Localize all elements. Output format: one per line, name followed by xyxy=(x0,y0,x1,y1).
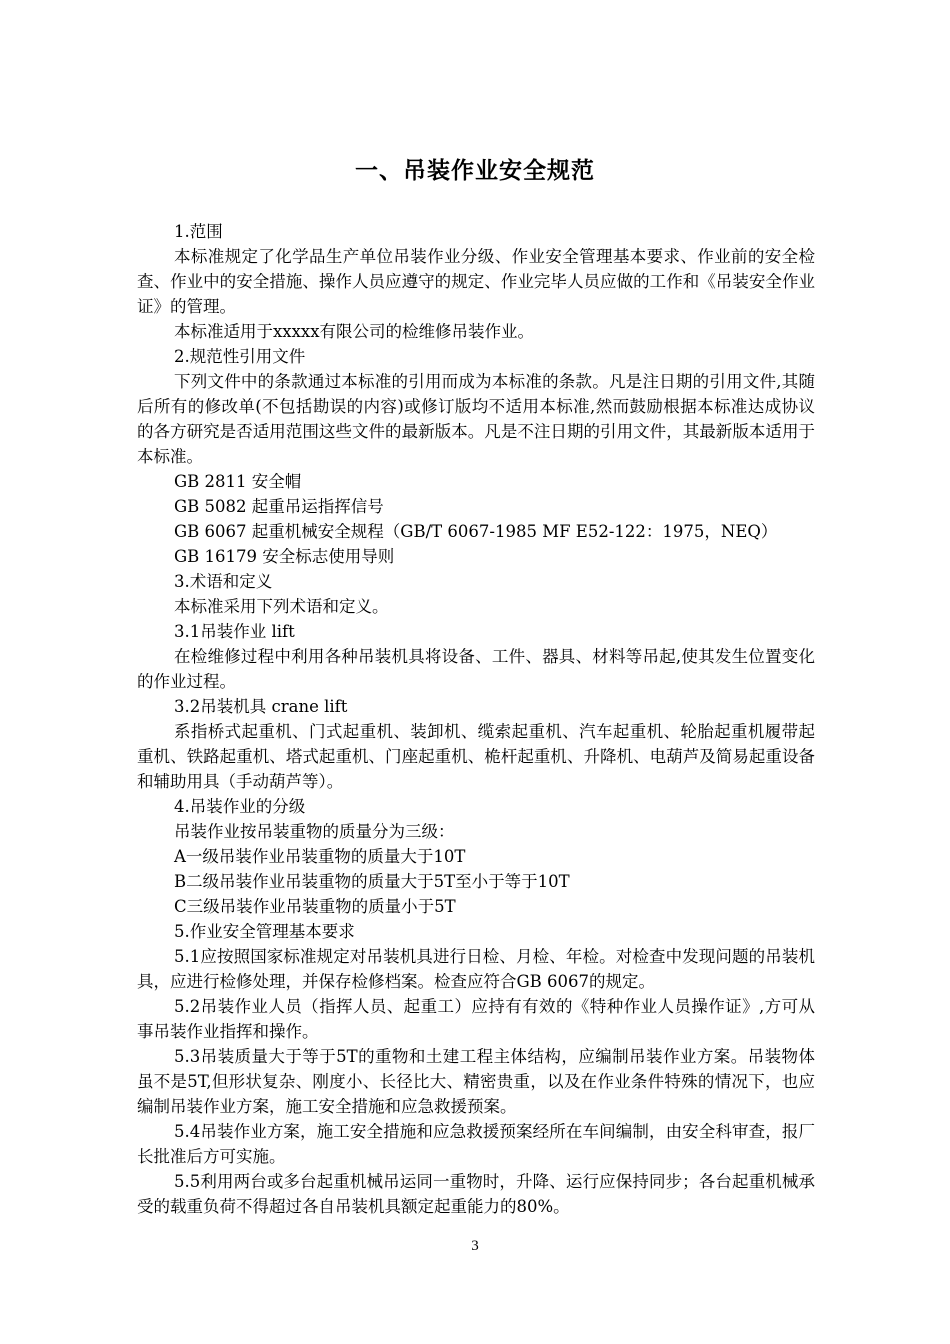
document-body xyxy=(137,219,815,1219)
page-number: 3 xyxy=(471,1238,479,1254)
paragraph: 5.1应按照国家标准规定对吊装机具进行日检、月检、年检。对检查中发现问题的吊装机具，应进行检修处理，并保存检修档案。检查应符合GB 6067的规定。 xyxy=(137,947,815,991)
paragraph: 5.2吊装作业人员（指挥人员、起重工）应持有有效的《特种作业人员操作证》,方可从事吊装作业指挥和操作。 xyxy=(137,997,815,1041)
paragraph: GB 6067 起重机械安全规程（GB/T 6067-1985 MF E52-122：1975，NEQ） xyxy=(174,522,778,541)
paragraph: C三级吊装作业吊装重物的质量小于5T xyxy=(174,897,456,916)
paragraph: GB 2811 安全帽 xyxy=(174,472,302,491)
paragraph: 5.作业安全管理基本要求 xyxy=(174,922,355,941)
paragraph: 本标准采用下列术语和定义。 xyxy=(174,597,389,616)
paragraph: B二级吊装作业吊装重物的质量大于5T至小于等于10T xyxy=(174,872,570,891)
paragraph: 下列文件中的条款通过本标准的引用而成为本标准的条款。凡是注日期的引用文件,其随后所有的修改单(不包括勘误的内容)或修订版均不适用本标准,然而鼓励根据本标准达成协议的各方研究是否适用范围这些文件的最新版本。凡是不注日期的引用文件，其最新版本适用于本标准。 xyxy=(137,372,815,466)
paragraph: 吊装作业按吊装重物的质量分为三级： xyxy=(174,822,455,841)
paragraph: 3.2吊装机具 crane lift xyxy=(174,697,348,716)
paragraph: 3.术语和定义 xyxy=(174,572,273,591)
paragraph: 4.吊装作业的分级 xyxy=(174,797,306,816)
paragraph: 本标准适用于xxxxx有限公司的检维修吊装作业。 xyxy=(174,322,535,341)
paragraph: 本标准规定了化学品生产单位吊装作业分级、作业安全管理基本要求、作业前的安全检查、作业中的安全措施、操作人员应遵守的规定、作业完毕人员应做的工作和《吊装安全作业证》的管理。 xyxy=(137,247,815,316)
paragraph: 5.3吊装质量大于等于5T的重物和土建工程主体结构，应编制吊装作业方案。吊装物体虽不是5T,但形状复杂、刚度小、长径比大、精密贵重，以及在作业条件特殊的情况下，也应编制吊装作业方案，施工安全措施和应急救援预案。 xyxy=(137,1047,815,1116)
paragraph: GB 5082 起重吊运指挥信号 xyxy=(174,497,384,516)
paragraph: 2.规范性引用文件 xyxy=(174,347,306,366)
paragraph: 1.范围 xyxy=(174,222,223,241)
paragraph: 系指桥式起重机、门式起重机、装卸机、缆索起重机、汽车起重机、轮胎起重机履带起重机、铁路起重机、塔式起重机、门座起重机、桅杆起重机、升降机、电葫芦及简易起重设备和辅助用具（手动葫芦等）。 xyxy=(137,722,815,791)
paragraph: 3.1吊装作业 lift xyxy=(174,622,295,641)
document-title: 一、吊装作业安全规范 xyxy=(355,158,595,184)
paragraph: 5.5利用两台或多台起重机械吊运同一重物时，升降、运行应保持同步；各台起重机械承受的载重负荷不得超过各自吊装机具额定起重能力的80%。 xyxy=(137,1172,815,1216)
paragraph: 在检维修过程中利用各种吊装机具将设备、工件、器具、材料等吊起,使其发生位置变化的作业过程。 xyxy=(137,647,815,691)
paragraph: A一级吊装作业吊装重物的质量大于10T xyxy=(174,847,466,866)
paragraph: GB 16179 安全标志使用导则 xyxy=(174,547,395,566)
paragraph: 5.4吊装作业方案，施工安全措施和应急救援预案经所在车间编制，由安全科审查，报厂长批准后方可实施。 xyxy=(137,1122,815,1166)
